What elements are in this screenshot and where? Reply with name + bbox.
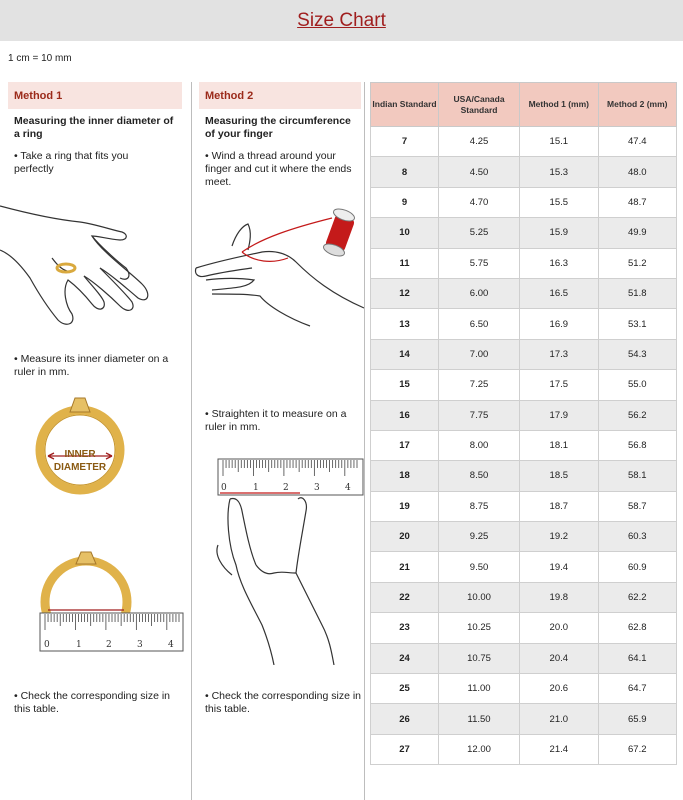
table-cell: 65.9 xyxy=(598,704,676,734)
ring-inner-diameter-illustration xyxy=(30,390,140,500)
table-cell: 18.5 xyxy=(520,461,598,491)
table-cell: 10 xyxy=(371,218,439,248)
table-row xyxy=(371,400,677,430)
header-usa-canada-standard: USA/Canada Standard xyxy=(439,83,520,127)
ruler-number: 3 xyxy=(314,483,320,493)
header-method1: Method 1 (mm) xyxy=(520,83,598,127)
table-cell: 21.4 xyxy=(520,734,598,764)
table-cell: 7 xyxy=(371,127,439,157)
table-cell: 7.75 xyxy=(439,400,520,430)
table-cell: 48.0 xyxy=(598,157,676,187)
table-cell: 62.8 xyxy=(598,613,676,643)
table-cell: 56.8 xyxy=(598,430,676,460)
table-cell: 17 xyxy=(371,430,439,460)
table-cell: 51.2 xyxy=(598,248,676,278)
table-row xyxy=(371,309,677,339)
method1-heading: Measuring the inner diameter of a ring xyxy=(14,115,174,140)
table-cell: 8.50 xyxy=(439,461,520,491)
title-bar xyxy=(0,0,683,41)
table-cell: 16.9 xyxy=(520,309,598,339)
table-cell: 16.5 xyxy=(520,278,598,308)
table-cell: 11.50 xyxy=(439,704,520,734)
table-cell: 9.50 xyxy=(439,552,520,582)
method1-step2: • Measure its inner diameter on a ruler in mm. xyxy=(14,353,169,378)
table-row xyxy=(371,491,677,521)
table-cell: 26 xyxy=(371,704,439,734)
method2-header: Method 2 xyxy=(199,82,361,109)
method1-column xyxy=(8,82,182,109)
table-row xyxy=(371,582,677,612)
table-cell: 22 xyxy=(371,582,439,612)
table-cell: 10.75 xyxy=(439,643,520,673)
table-cell: 17.9 xyxy=(520,400,598,430)
method1-step3: • Check the corresponding size in this table. xyxy=(14,690,171,715)
table-cell: 14 xyxy=(371,339,439,369)
ruler-number: 2 xyxy=(106,640,112,650)
table-cell: 58.7 xyxy=(598,491,676,521)
table-row xyxy=(371,127,677,157)
scale-note: 1 cm = 10 mm xyxy=(8,53,72,64)
table-cell: 4.50 xyxy=(439,157,520,187)
header-indian-standard: Indian Standard xyxy=(371,83,439,127)
method2-column xyxy=(199,82,361,109)
inner-label: INNER xyxy=(64,449,96,460)
table-cell: 15.5 xyxy=(520,187,598,217)
table-cell: 12 xyxy=(371,278,439,308)
ring-on-ruler-illustration xyxy=(38,550,188,655)
ruler-number: 4 xyxy=(168,640,174,650)
method1-step1: • Take a ring that fits you perfectly xyxy=(14,150,129,175)
column-divider xyxy=(364,82,365,800)
table-cell: 48.7 xyxy=(598,187,676,217)
table-cell: 19.4 xyxy=(520,552,598,582)
table-cell: 64.7 xyxy=(598,674,676,704)
table-row xyxy=(371,278,677,308)
table-row xyxy=(371,522,677,552)
table-cell: 18.7 xyxy=(520,491,598,521)
thread-spool-icon xyxy=(322,207,356,259)
table-cell: 17.3 xyxy=(520,339,598,369)
ruler-number: 4 xyxy=(345,483,351,493)
table-cell: 56.2 xyxy=(598,400,676,430)
table-cell: 13 xyxy=(371,309,439,339)
table-cell: 54.3 xyxy=(598,339,676,369)
table-cell: 20.6 xyxy=(520,674,598,704)
table-cell: 10.00 xyxy=(439,582,520,612)
table-cell: 67.2 xyxy=(598,734,676,764)
table-cell: 5.75 xyxy=(439,248,520,278)
table-row xyxy=(371,339,677,369)
table-cell: 18.1 xyxy=(520,430,598,460)
table-cell: 21 xyxy=(371,552,439,582)
table-cell: 5.25 xyxy=(439,218,520,248)
table-cell: 20.0 xyxy=(520,613,598,643)
table-cell: 24 xyxy=(371,643,439,673)
table-cell: 12.00 xyxy=(439,734,520,764)
table-cell: 10.25 xyxy=(439,613,520,643)
table-cell: 60.9 xyxy=(598,552,676,582)
table-cell: 20.4 xyxy=(520,643,598,673)
table-cell: 21.0 xyxy=(520,704,598,734)
table-cell: 20 xyxy=(371,522,439,552)
header-method2: Method 2 (mm) xyxy=(598,83,676,127)
method2-step1: • Wind a thread around your finger and cut it where the ends meet. xyxy=(205,150,352,188)
table-cell: 11.00 xyxy=(439,674,520,704)
table-cell: 60.3 xyxy=(598,522,676,552)
table-row xyxy=(371,430,677,460)
table-cell: 15 xyxy=(371,370,439,400)
table-row xyxy=(371,461,677,491)
table-row xyxy=(371,734,677,764)
table-cell: 8.00 xyxy=(439,430,520,460)
table-cell: 25 xyxy=(371,674,439,704)
hand-with-thread-illustration xyxy=(192,198,364,328)
table-cell: 53.1 xyxy=(598,309,676,339)
table-cell: 9 xyxy=(371,187,439,217)
table-cell: 51.8 xyxy=(598,278,676,308)
table-cell: 11 xyxy=(371,248,439,278)
ring-icon xyxy=(57,264,75,272)
method2-step2: • Straighten it to measure on a ruler in mm. xyxy=(205,408,347,433)
table-cell: 6.50 xyxy=(439,309,520,339)
table-cell: 62.2 xyxy=(598,582,676,612)
table-row xyxy=(371,187,677,217)
ruler-number: 3 xyxy=(137,640,143,650)
method1-header: Method 1 xyxy=(8,82,182,109)
table-cell: 64.1 xyxy=(598,643,676,673)
table-cell: 15.1 xyxy=(520,127,598,157)
ruler-number: 0 xyxy=(44,640,50,650)
table-cell: 7.00 xyxy=(439,339,520,369)
table-row xyxy=(371,643,677,673)
table-cell: 4.25 xyxy=(439,127,520,157)
hand-with-ruler-illustration xyxy=(212,455,364,665)
ruler-number: 1 xyxy=(253,483,259,493)
table-cell: 19.8 xyxy=(520,582,598,612)
table-cell: 8 xyxy=(371,157,439,187)
method2-heading: Measuring the circumference of your finger xyxy=(205,115,351,140)
table-row xyxy=(371,704,677,734)
table-cell: 6.00 xyxy=(439,278,520,308)
table-cell: 16 xyxy=(371,400,439,430)
table-cell: 4.70 xyxy=(439,187,520,217)
table-cell: 55.0 xyxy=(598,370,676,400)
table-row xyxy=(371,613,677,643)
table-cell: 49.9 xyxy=(598,218,676,248)
table-cell: 18 xyxy=(371,461,439,491)
table-row xyxy=(371,674,677,704)
column-divider xyxy=(191,82,192,800)
table-cell: 9.25 xyxy=(439,522,520,552)
table-cell: 16.3 xyxy=(520,248,598,278)
table-row xyxy=(371,552,677,582)
table-cell: 19.2 xyxy=(520,522,598,552)
table-row xyxy=(371,157,677,187)
table-cell: 47.4 xyxy=(598,127,676,157)
table-cell: 15.9 xyxy=(520,218,598,248)
diameter-label: DIAMETER xyxy=(53,462,107,473)
ruler-number: 2 xyxy=(283,483,289,493)
table-row xyxy=(371,248,677,278)
table-cell: 19 xyxy=(371,491,439,521)
table-row xyxy=(371,370,677,400)
table-cell: 17.5 xyxy=(520,370,598,400)
table-cell: 23 xyxy=(371,613,439,643)
ruler-number: 0 xyxy=(221,483,227,493)
size-table xyxy=(370,82,677,765)
hand-with-ring-illustration xyxy=(0,198,185,338)
method2-step3: • Check the corresponding size in this table. xyxy=(205,690,362,715)
table-cell: 8.75 xyxy=(439,491,520,521)
table-cell: 27 xyxy=(371,734,439,764)
ruler-number: 1 xyxy=(76,640,82,650)
page-title: Size Chart xyxy=(297,9,386,31)
table-cell: 7.25 xyxy=(439,370,520,400)
table-cell: 15.3 xyxy=(520,157,598,187)
table-row xyxy=(371,218,677,248)
table-cell: 58.1 xyxy=(598,461,676,491)
